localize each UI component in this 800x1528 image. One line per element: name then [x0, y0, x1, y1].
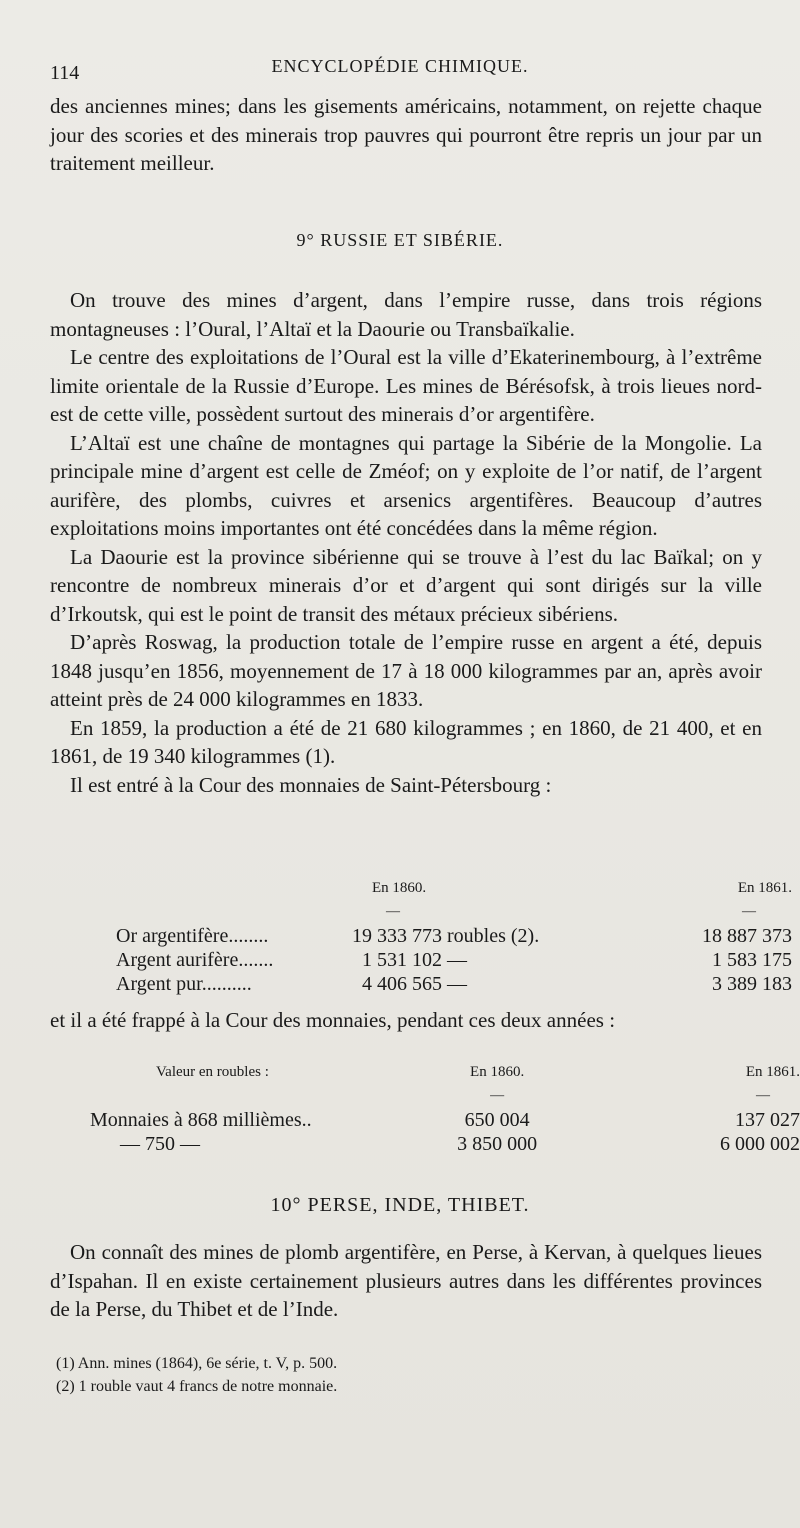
section-persia-body	[50, 1238, 762, 1324]
cell-1861: 6 000 002	[720, 1132, 800, 1155]
footnote: (2) 1 rouble vaut 4 francs de notre monnaie.	[56, 1378, 338, 1395]
paragraph: On trouve des mines d’argent, dans l’empire russe, dans trois régions montagneuses : l’Oural, l’Altaï et la Daourie ou Transbaïkalie.	[50, 288, 762, 341]
column-header-1860: En 1860.	[470, 1063, 525, 1080]
row-label: Argent pur..........	[116, 972, 252, 995]
paragraph: Le centre des exploitations de l’Oural est la ville d’Ekaterinembourg, à l’extrême limite orientale de la Russie d’Europe. Les mines de Bérésofsk, à trois lieues nord-est de cette ville, possèdent surtout des minerais d’or argentifère.	[50, 345, 762, 426]
coinage-table: Valeur en roubles : En 1860. En 1861. — — Monnaies à 868 millièmes.. 650 004 137 027 — 750 — 3 850 000 6 000 002	[90, 1060, 800, 1156]
intro-paragraph	[50, 92, 762, 178]
paragraph: La Daourie est la province sibérienne qui se trouve à l’est du lac Baïkal; on y rencontre de nombreux minerais d’or et d’argent qui sont dirigés sur la ville d’Irkoutsk, qui est le point de transit des métaux précieux sibériens.	[50, 544, 762, 626]
paragraph: L’Altaï est une chaîne de montagnes qui partage la Sibérie de la Mongolie. La principale mine d’argent est celle de Zméof; on y exploite de l’or natif, de l’argent aurifère, des plombs, cuivres et arsenics argentifères. Beaucoup d’autres exploitations moins importantes ont été concédées dans la même région.	[50, 430, 762, 540]
paragraph: On connaît des mines de plomb argentifère, en Perse, à Kervan, à quelques lieues d’Ispahan. Il en existe certainement plusieurs autres dans les différentes provinces de la Perse, du Thibet et de l’Inde.	[50, 1240, 762, 1321]
column-header-1861: En 1861.	[745, 1063, 800, 1080]
cell-1860: 4 406 565 —	[362, 972, 467, 995]
footnote: (1) Ann. mines (1864), 6e série, t. V, p. 500.	[56, 1355, 338, 1372]
mint-intake-table: En 1860. En 1861. — — Or argentifère........ 19 333 773 roubles (2). 18 887 373 Argent aurifère....... 1 531 102 — 1 583 175 Argent pur.......... 4 406 565 — 3 389 183	[116, 876, 792, 996]
running-title: ENCYCLOPÉDIE CHIMIQUE.	[271, 56, 529, 76]
table-row	[116, 948, 792, 972]
column-header-1860: En 1860.	[372, 879, 427, 896]
cell-1861: 137 027	[735, 1108, 800, 1131]
table-row	[90, 1132, 800, 1156]
paragraph: D’après Roswag, la production totale de l’empire russe en argent a été, depuis 1848 jusqu’en 1856, moyennement de 17 à 18 000 kilogrammes par an, après avoir atteint près de 24 000 kilogrammes en 1833.	[50, 630, 762, 711]
row-label: Argent aurifère.......	[116, 948, 274, 971]
table-header-row	[116, 876, 792, 900]
row-label: — 750 —	[120, 1132, 200, 1155]
between-tables-text	[50, 1006, 762, 1035]
cell-1860: 650 004	[464, 1108, 530, 1131]
label-header: Valeur en roubles :	[156, 1063, 269, 1080]
section-title-persia: 10° PERSE, INDE, THIBET.	[270, 1194, 530, 1216]
cell-1861: 1 583 175	[712, 948, 792, 971]
table-row	[116, 924, 792, 948]
cell-1860: 3 850 000	[457, 1132, 538, 1155]
table-row	[116, 972, 792, 996]
column-header-1861: En 1861.	[737, 879, 792, 896]
row-label: Or argentifère........	[116, 924, 269, 947]
page-number: 114	[50, 62, 80, 84]
paragraph: Il est entré à la Cour des monnaies de Saint-Pétersbourg :	[70, 772, 552, 797]
page-header	[0, 56, 800, 84]
section-russia-body	[50, 286, 762, 799]
paragraph: des anciennes mines; dans les gisements américains, notamment, on rejette chaque jour des scories et des minerais trop pauvres qui pourront être repris un jour par un traitement meilleur.	[50, 94, 762, 175]
paragraph: En 1859, la production a été de 21 680 kilogrammes ; en 1860, de 21 400, et en 1861, de 19 340 kilogrammes (1).	[50, 715, 762, 768]
table-header-row	[90, 1060, 800, 1084]
table-row	[90, 1108, 800, 1132]
row-label: Monnaies à 868 millièmes..	[90, 1108, 312, 1131]
cell-1860: 19 333 773 roubles (2).	[352, 924, 540, 947]
cell-1861: 18 887 373	[702, 924, 792, 947]
paragraph: et il a été frappé à la Cour des monnaies, pendant ces deux années :	[50, 1008, 616, 1032]
cell-1860: 1 531 102 —	[362, 948, 467, 971]
section-title-russia: 9° RUSSIE ET SIBÉRIE.	[296, 230, 504, 250]
cell-1861: 3 389 183	[712, 972, 792, 995]
footnotes	[56, 1352, 337, 1398]
